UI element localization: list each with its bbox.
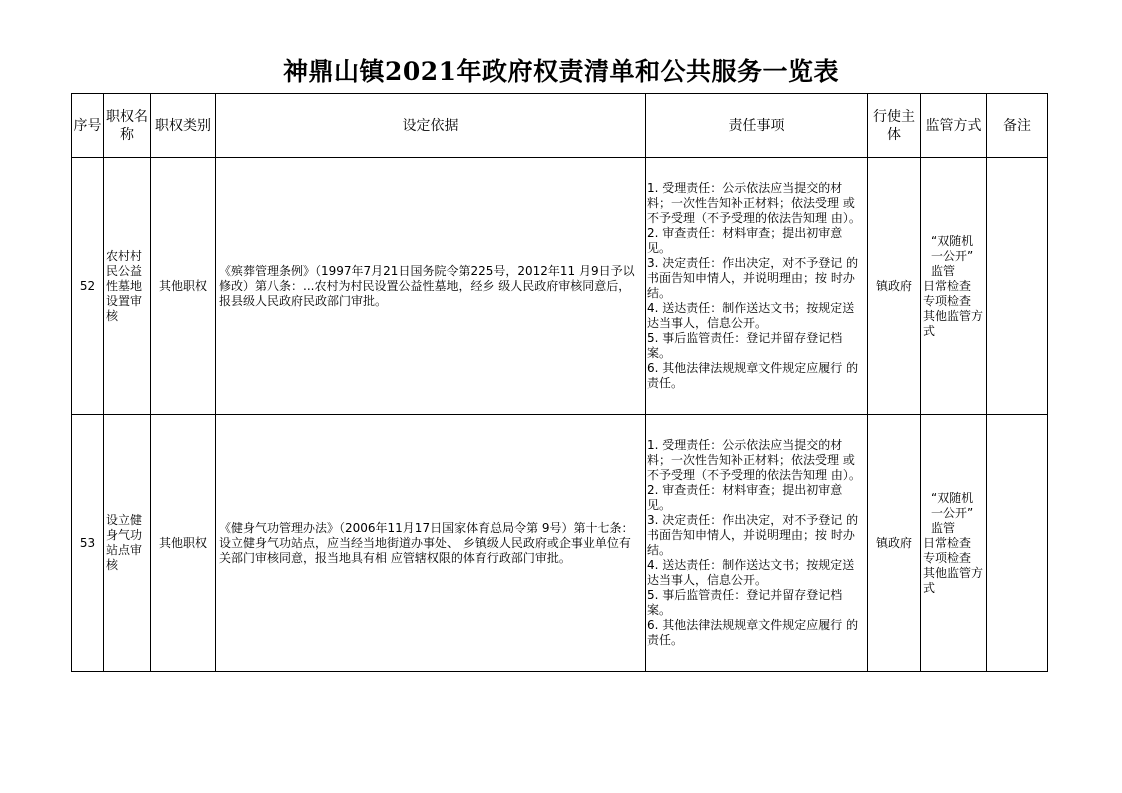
duty-table xyxy=(71,93,1048,672)
supervision-line: “双随机一公开” xyxy=(931,233,974,263)
cell-no: 53 xyxy=(72,415,104,672)
cell-basis: 《殡葬管理条例》（1997年7月21日国务院令第225号，2012年11 月9日予以修改）第八条：...农村为村民设置公益性墓地，经乡 级人民政府审核同意后，报县级人民政府民政部门审批。 xyxy=(216,158,646,415)
supervision-line: 专项检查 xyxy=(923,550,972,565)
cell-name: 农村村民公益性墓地设置审核 xyxy=(104,158,151,415)
duty-item: 4. 送达责任：制作送达文书；按规定送达当事人，信息公开。 xyxy=(647,301,855,330)
cell-subject: 镇政府 xyxy=(868,415,921,672)
table-header-row xyxy=(72,94,1048,158)
duty-item: 6. 其他法律法规规章文件规定应履行 的责任。 xyxy=(647,618,859,647)
cell-no: 52 xyxy=(72,158,104,415)
cell-category: 其他职权 xyxy=(151,415,216,672)
cell-duties xyxy=(646,415,868,672)
table-row xyxy=(72,158,1048,415)
duty-item: 4. 送达责任：制作送达文书；按规定送达当事人，信息公开。 xyxy=(647,558,855,587)
duty-item: 2. 审查责任：材料审查；提出初审意 见。 xyxy=(647,226,843,255)
header-duties: 责任事项 xyxy=(646,94,868,158)
page-title: 神鼎山镇2021年政府权责清单和公共服务一览表 xyxy=(282,57,840,86)
duty-item: 1. 受理责任：公示依法应当提交的材 料；一次性告知补正材料；依法受理 或不予受理（不予受理的依法告知理 由）。 xyxy=(647,438,861,482)
cell-remark xyxy=(987,158,1048,415)
cell-name: 设立健身气功站点审核 xyxy=(104,415,151,672)
duty-item: 3. 决定责任：作出决定，对不予登记 的书面告知申情人，并说明理由；按 时办结。 xyxy=(647,513,859,557)
supervision-line: 其他监管方式 xyxy=(923,308,984,338)
duty-item: 3. 决定责任：作出决定，对不予登记 的书面告知申情人，并说明理由；按 时办结。 xyxy=(647,256,859,300)
supervision-line: 其他监管方式 xyxy=(923,565,984,595)
header-name: 职权名称 xyxy=(104,94,151,158)
cell-duties xyxy=(646,158,868,415)
cell-supervision xyxy=(921,415,987,672)
cell-category: 其他职权 xyxy=(151,158,216,415)
duty-item: 6. 其他法律法规规章文件规定应履行 的责任。 xyxy=(647,361,859,390)
header-remark: 备注 xyxy=(987,94,1048,158)
supervision-line: 日常检查 xyxy=(923,278,972,293)
header-no: 序号 xyxy=(72,94,104,158)
supervision-line: 专项检查 xyxy=(923,293,972,308)
supervision-line: 监管 xyxy=(931,520,956,535)
cell-remark xyxy=(987,415,1048,672)
duty-item: 2. 审查责任：材料审查；提出初审意 见。 xyxy=(647,483,843,512)
duty-item: 1. 受理责任：公示依法应当提交的材 料；一次性告知补正材料；依法受理 或不予受理（不予受理的依法告知理 由）。 xyxy=(647,181,861,225)
duty-item: 5. 事后监管责任：登记并留存登记档 案。 xyxy=(647,331,843,360)
header-subject: 行使主体 xyxy=(868,94,921,158)
header-basis: 设定依据 xyxy=(216,94,646,158)
cell-subject: 镇政府 xyxy=(868,158,921,415)
supervision-line: “双随机一公开” xyxy=(931,490,974,520)
supervision-line: 日常检查 xyxy=(923,535,972,550)
header-category: 职权类别 xyxy=(151,94,216,158)
duty-item: 5. 事后监管责任：登记并留存登记档 案。 xyxy=(647,588,843,617)
cell-supervision xyxy=(921,158,987,415)
table-row xyxy=(72,415,1048,672)
supervision-line: 监管 xyxy=(931,263,956,278)
header-supervision: 监管方式 xyxy=(921,94,987,158)
cell-basis: 《健身气功管理办法》（2006年11月17日国家体育总局令第 9号）第十七条：设立健身气功站点，应当经当地街道办事处、 乡镇级人民政府或企事业单位有关部门审核同意，报当地具有相 应管辖权限的体育行政部门审批。 xyxy=(216,415,646,672)
